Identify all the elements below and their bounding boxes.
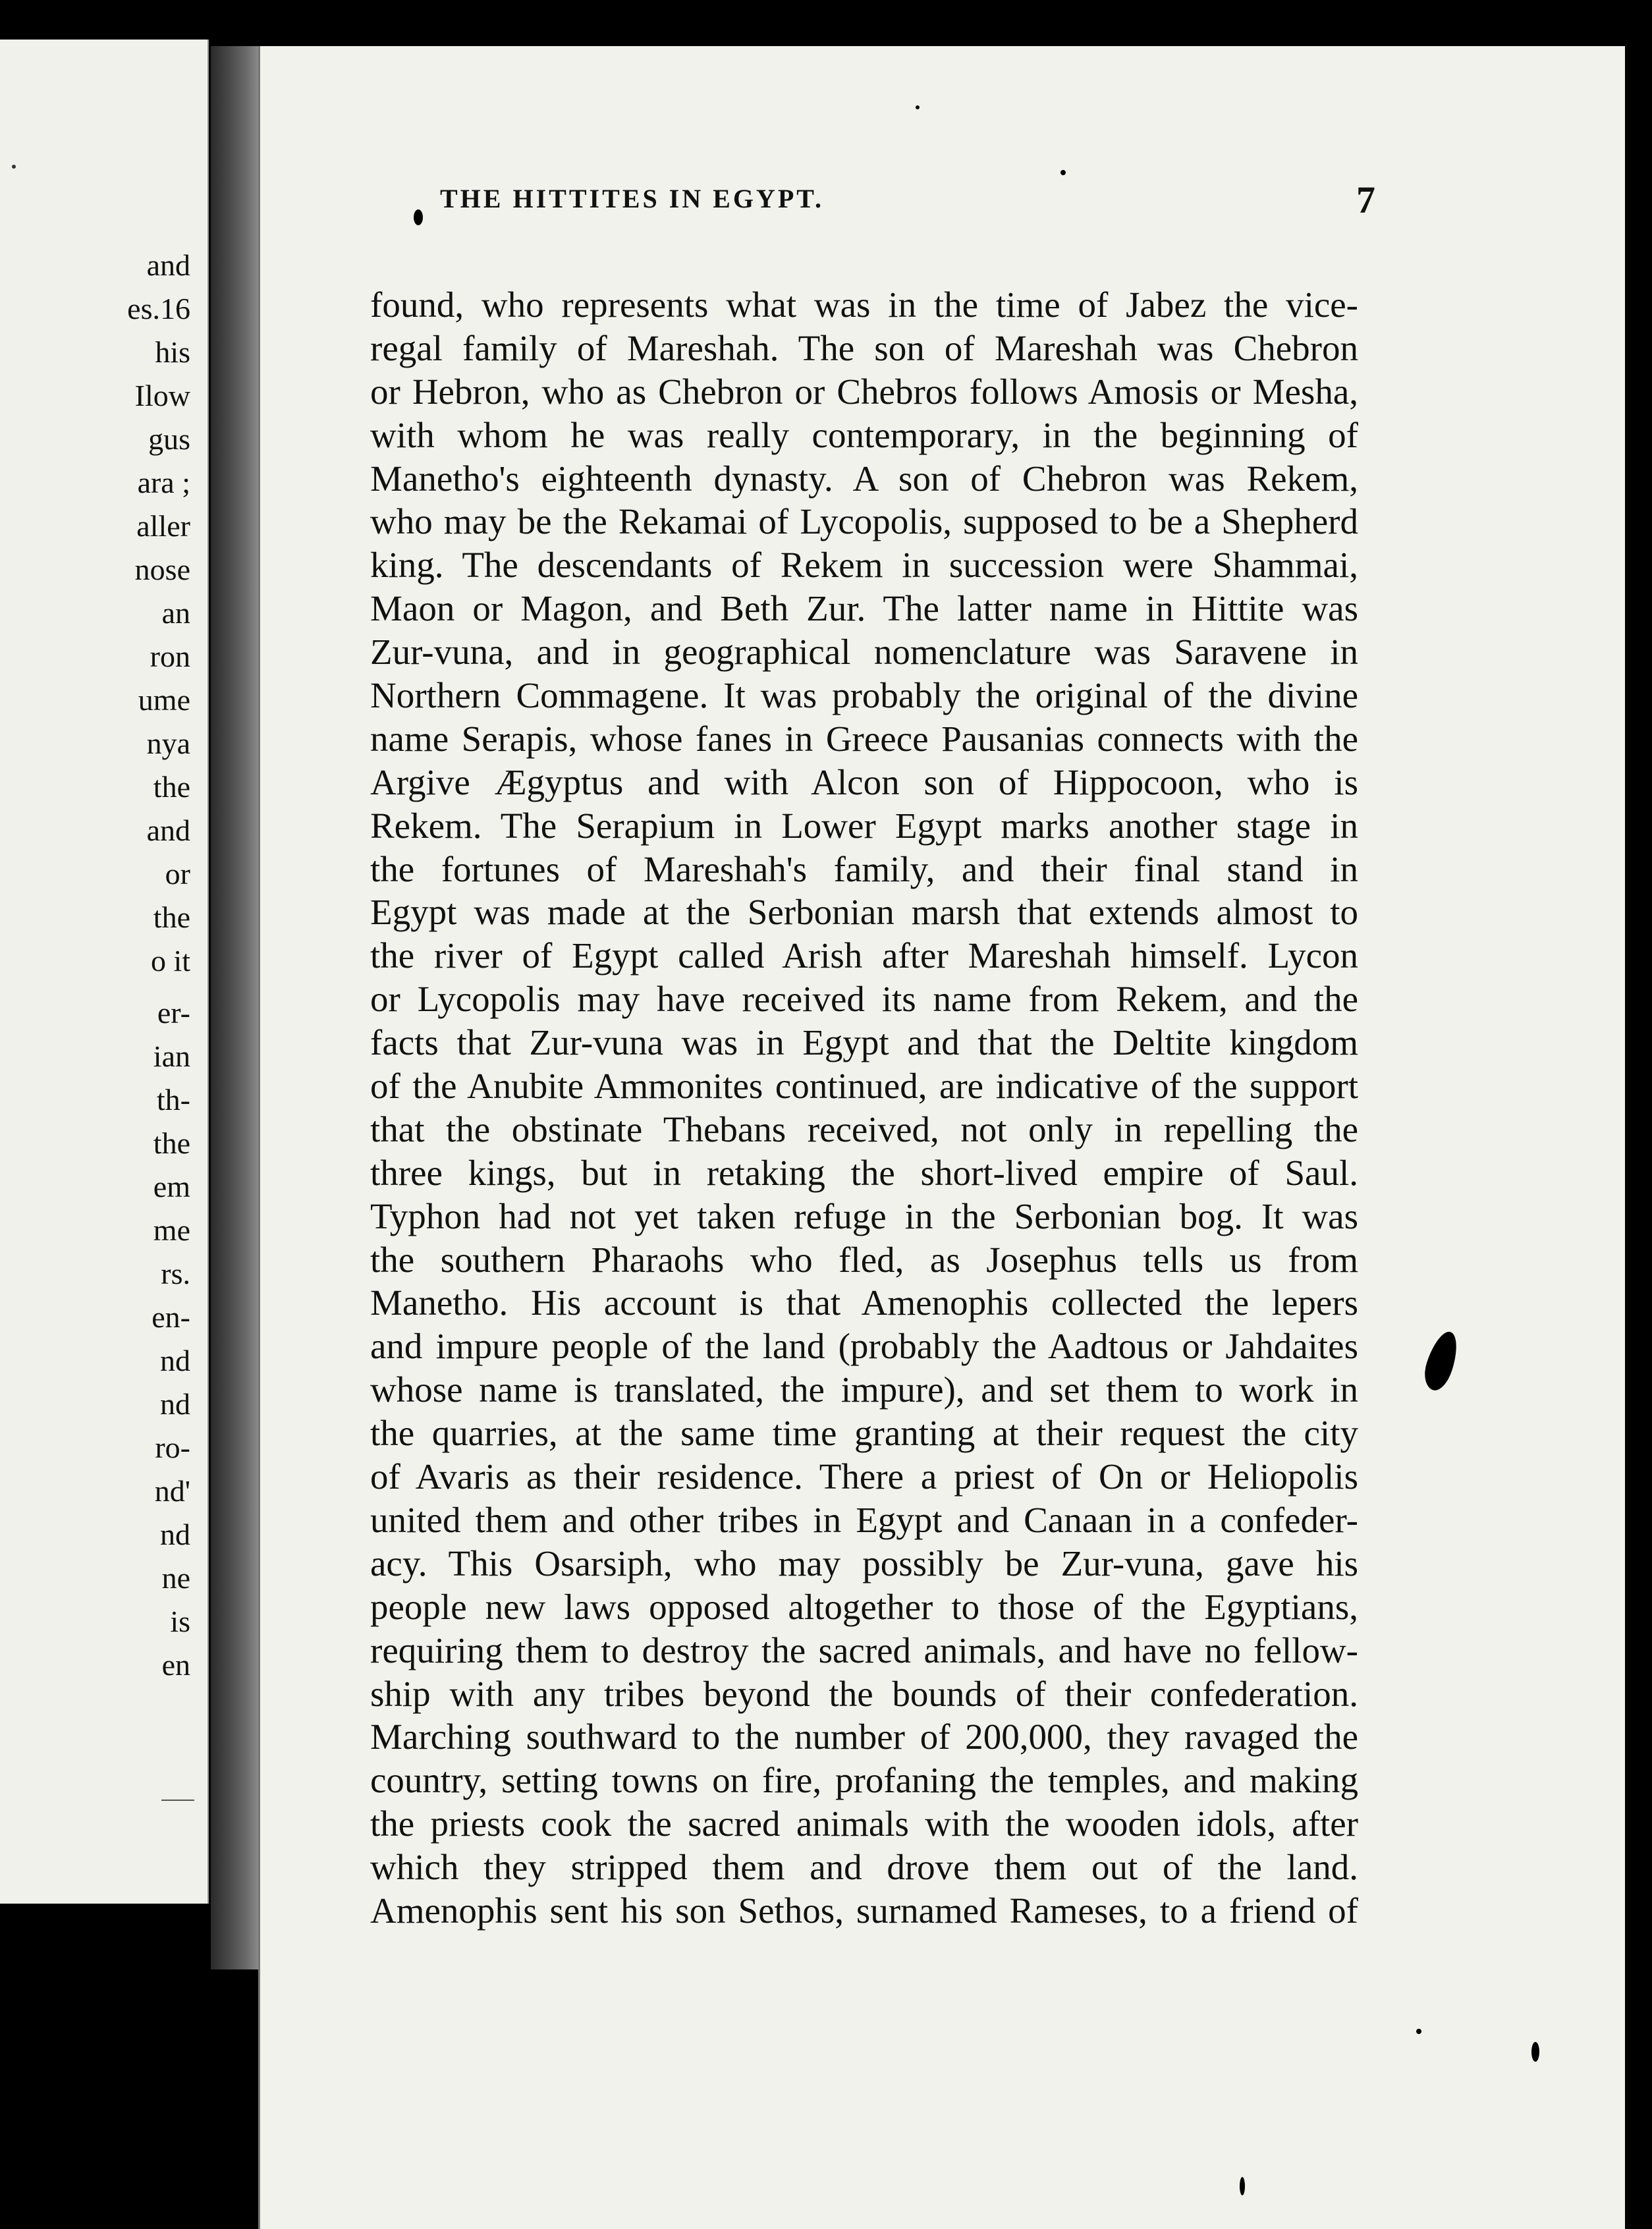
facing-page-fragment: ara ; [137,466,190,499]
facing-page-fragment: nose [134,553,190,586]
text-line: Maon or Magon, and Beth Zur. The latter name in Hittite was [370,588,1358,629]
text-line: regal family of Mareshah. The son of Mareshah was Chebron [370,327,1358,368]
text-line: Amenophis sent his son Sethos, surnamed Rameses, to a friend of [370,1890,1358,1931]
facing-page-fragment: an [161,596,190,630]
text-line: Argive Ægyptus and with Alcon son of Hippocoon, who is [370,761,1358,802]
facing-page-fragment: en [161,1648,190,1682]
ink-speck [916,105,920,109]
ink-speck [1416,2029,1421,2034]
text-line: which they stripped them and drove them out of the land. [370,1847,1358,1888]
facing-page-fragment: th- [156,1083,190,1116]
facing-page-fragment: es.16 [127,292,190,325]
ink-speck [1531,2042,1539,2062]
facing-page-fragment: the [153,1126,190,1160]
page-number: 7 [1356,179,1375,221]
facing-page-fragment: rs. [161,1257,190,1290]
text-line: three kings, but in retaking the short-lived empire of Saul. [370,1152,1358,1193]
text-line: Marching southward to the number of 200,000, they ravaged the [370,1717,1358,1757]
facing-page-fragment: o it [150,944,190,977]
text-line: king. The descendants of Rekem in succession were Shammai, [370,545,1358,586]
text-line: or Hebron, who as Chebron or Chebros follows Amosis or Mesha, [370,371,1358,412]
facing-page-fragment: aller [136,509,190,543]
facing-page-fragment: and [146,248,190,282]
text-line: ship with any tribes beyond the bounds of their confederation. [370,1673,1358,1714]
text-line: with whom he was really contemporary, in the beginning of [370,414,1358,455]
facing-page-fragment: or [165,857,190,891]
text-line: united them and other tribes in Egypt and Canaan in a confeder- [370,1499,1358,1540]
text-line: acy. This Osarsiph, who may possibly be Zur-vuna, gave his [370,1543,1358,1583]
facing-page-fragment: his [155,335,190,369]
text-line: the southern Pharaohs who fled, as Josephus tells us from [370,1239,1358,1280]
text-line: Rekem. The Serapium in Lower Egypt marks another stage in [370,805,1358,846]
text-line: the priests cook the sacred animals with the wooden idols, after [370,1803,1358,1844]
text-line: Typhon had not yet taken refuge in the Serbonian bog. It was [370,1196,1358,1236]
page-header [440,178,1375,231]
facing-page-fragment: nd [160,1344,190,1377]
text-line: of the Anubite Ammonites continued, are indicative of the support [370,1066,1358,1107]
text-line: Zur-vuna, and in geographical nomenclature was Saravene in [370,632,1358,673]
text-line: country, setting towns on fire, profaning the temples, and making [370,1760,1358,1801]
text-line: that the obstinate Thebans received, not only in repelling the [370,1109,1358,1149]
running-title: THE HITTITES IN EGYPT. [440,184,824,213]
facing-page-fragment: ne [161,1561,190,1595]
facing-page-fragment: ume [138,683,190,717]
facing-page-fragment: and [146,813,190,847]
text-line: the fortunes of Mareshah's family, and their final stand in [370,848,1358,889]
text-line: found, who represents what was in the time of Jabez the vice- [370,285,1358,325]
text-line: whose name is translated, the impure), and set them to work in [370,1369,1358,1410]
text-line: of Avaris as their residence. There a priest of On or Heliopolis [370,1456,1358,1497]
facing-page-fragment: nd [160,1387,190,1421]
text-line: or Lycopolis may have received its name from Rekem, and the [370,979,1358,1020]
facing-page-fragment: the [153,770,190,804]
facing-page-fragment: is [170,1605,190,1638]
facing-page-edge [0,40,209,1904]
text-line: requiring them to destroy the sacred animals, and have no fellow- [370,1630,1358,1670]
facing-page-fragment: ron [150,640,190,673]
text-line: who may be the Rekamai of Lycopolis, supposed to be a Shepherd [370,501,1358,542]
ink-speck [1060,170,1066,175]
text-line: Northern Commagene. It was probably the original of the divine [370,675,1358,716]
ink-speck [12,165,16,169]
facing-page-fragment: er- [157,996,190,1030]
body-text [370,283,1358,1933]
ink-speck [414,209,423,225]
text-line: Manetho's eighteenth dynasty. A son of Chebron was Rekem, [370,458,1358,499]
text-line: people new laws opposed altogether to those of the Egyptians, [370,1586,1358,1627]
book-gutter-shadow [211,46,258,1969]
facing-page-fragment: me [153,1213,190,1247]
footnote-rule [161,1800,194,1801]
ink-speck [1240,2177,1245,2195]
text-line: the river of Egypt called Arish after Mareshah himself. Lycon [370,935,1358,976]
facing-page-fragment: gus [148,422,190,456]
facing-page-fragment: en- [151,1300,190,1334]
facing-page-fragment: em [153,1170,190,1203]
text-line: facts that Zur-vuna was in Egypt and that the Deltite kingdom [370,1022,1358,1063]
text-line: the quarries, at the same time granting at their request the city [370,1413,1358,1454]
text-line: Egypt was made at the Serbonian marsh that extends almost to [370,892,1358,933]
facing-page-fragment: Ilow [134,379,190,412]
text-line: and impure people of the land (probably the Aadtous or Jahdaites [370,1326,1358,1367]
facing-page-fragment: nya [146,727,190,760]
facing-page-fragment: ro- [155,1431,190,1464]
facing-page-fragment: nd' [154,1474,190,1508]
facing-page-fragment: nd [160,1518,190,1551]
facing-page-fragment: ian [153,1039,190,1073]
text-line: Manetho. His account is that Amenophis collected the lepers [370,1282,1358,1323]
text-line: name Serapis, whose fanes in Greece Pausanias connects with the [370,718,1358,759]
facing-page-fragment: the [153,900,190,934]
